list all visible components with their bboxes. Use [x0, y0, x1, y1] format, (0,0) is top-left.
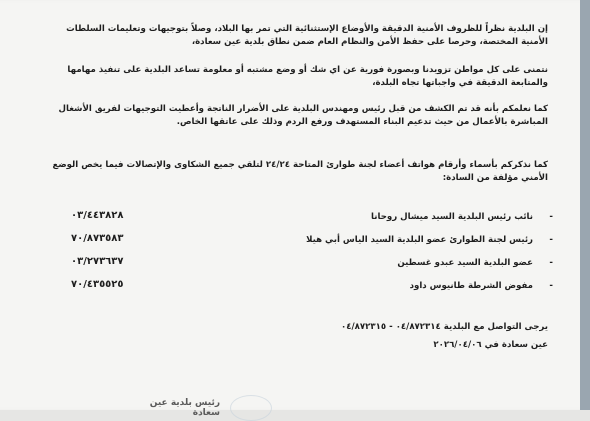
list-item [53, 231, 553, 254]
list-item [53, 254, 553, 277]
list-item [53, 208, 553, 231]
paragraph-committee: كما نذكركم بأسماء وأرقام هواتف أعضاء لجنة طوارئ المتاحة ٢٤/٢٤ لتلقي جميع الشكاوى والإتصالات فيما يخص الوضع الأمني مؤلفة من السادة: [52, 160, 548, 183]
contact-name: عضو البلدية السيد عبدو غسطين [397, 258, 533, 268]
contact-phone: ٧٠/٨٧٣٥٨٣ [71, 233, 124, 244]
stamp-mark [230, 395, 272, 421]
contact-name: نائب رئيس البلدية السيد ميشال روحانا [371, 212, 533, 222]
bullet-dash: - [549, 212, 553, 222]
paragraph-request: نتمنى على كل مواطن تزويدنا وبصورة فورية عن اي شك أو وضع مشتبه أو معلومة تساعد البلدية على تنفيذ مهامها والمتابعة الدقيقة في واجباتها تجاه البلدة، [67, 65, 548, 88]
contact-phone: ٧٠/٤٣٥٥٢٥ [71, 279, 124, 290]
list-item [53, 277, 553, 300]
contact-phone: ٠٣/٤٤٣٨٢٨ [71, 210, 124, 221]
letter-date: عين سعادة في ٢٠٢٦/٠٤/٠٦ [433, 340, 548, 350]
signature: رئيس بلدية عين سعادة [149, 398, 220, 418]
contact-municipality: يرجى التواصل مع البلدية ٠٤/٨٧٢٣١٤ - ٠٤/٨٧٢٣١٥ [341, 322, 548, 332]
bullet-dash: - [549, 281, 553, 291]
contact-phone: ٠٣/٢٧٣٦٣٧ [71, 256, 124, 267]
bullet-dash: - [549, 235, 553, 245]
contact-list [53, 208, 553, 300]
bullet-dash: - [549, 258, 553, 268]
contact-name: رئيس لجنة الطوارئ عضو البلدية السيد الياس أبي هيلا [306, 235, 533, 245]
paragraph-inspection: كما نعلمكم بأنه قد تم الكشف من قبل رئيس ومهندس البلدية على الأضرار الناتجة وأعطيت التوجيهات لفريق الأشغال المباشرة بالأعمال من حيث تدعيم البناء المستهدف ورفع الردم وذلك على عاتقها الخاص. [58, 104, 548, 127]
page-edge [580, 0, 590, 410]
paragraph-intro: إن البلدية نظراً للظروف الأمنية الدقيقة والأوضاع الإستثنائية التي تمر بها البلاد، وصلاً بتوجيهات وتعليمات السلطات الأمنية المختصة، وحرصا على حفظ الأمن والنظام العام ضمن نطاق بلدية عين سعادة، [66, 24, 548, 47]
contact-name: مفوض الشرطة طانيوس داود [409, 281, 533, 291]
